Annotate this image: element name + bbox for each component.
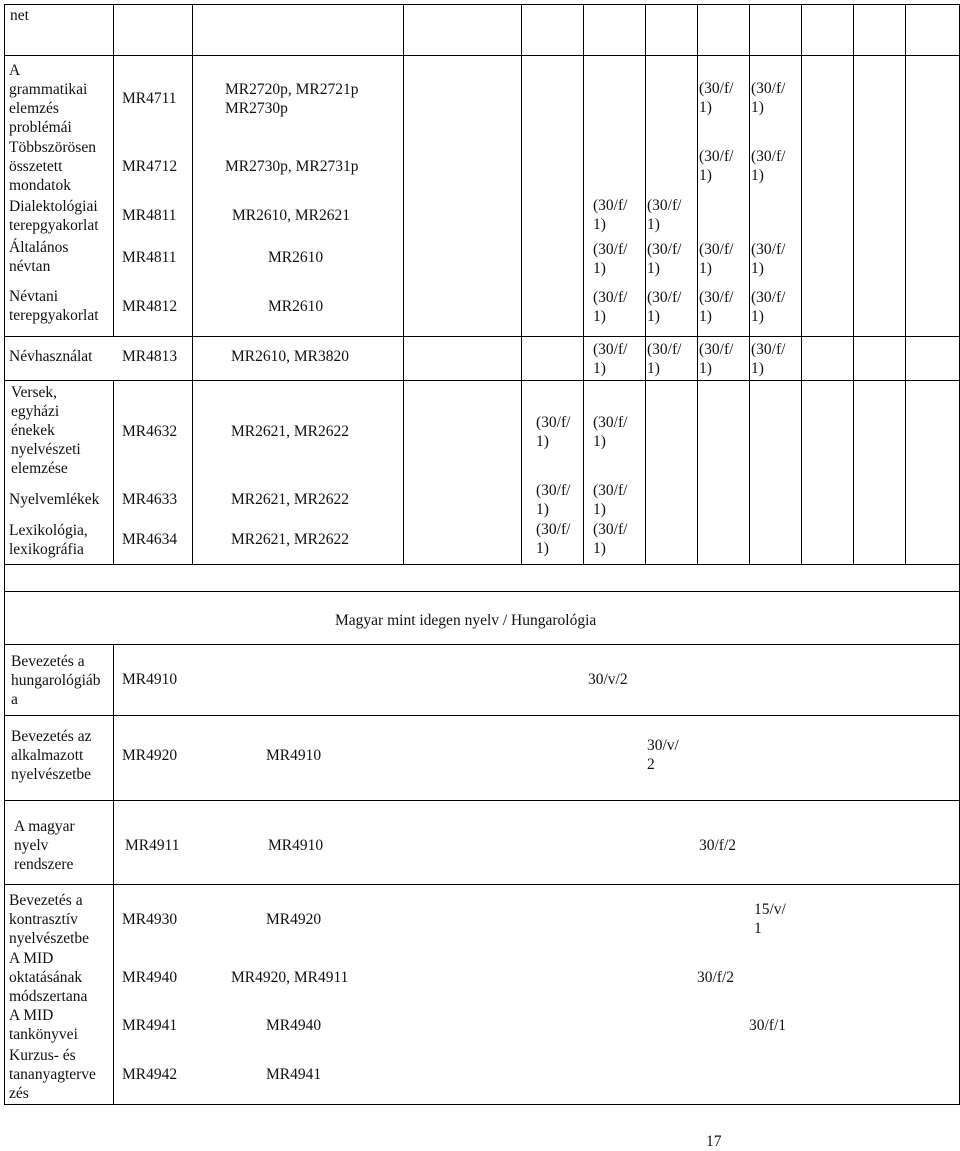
course-prereq: MR4920 [266,911,322,928]
course-prereq: MR2610, MR2621 [232,207,350,224]
semester-tag: (30/f/ 1) [647,241,682,277]
course-code: MR4920 [122,747,178,764]
col-divider [192,4,193,564]
course-name: Nyelvemlékek [9,491,100,508]
col-divider [113,644,114,1104]
row-divider [4,564,959,565]
course-name: Dialektológiai terepgyakorlat [9,198,99,234]
semester-tag: (30/f/ 1) [751,80,786,116]
course-name: A MID tankönyvei [9,1007,78,1043]
course-prereq: MR2621, MR2622 [231,423,349,440]
course-prereq: MR4941 [266,1066,322,1083]
row-divider [4,715,959,716]
semester-tag: (30/f/ 1) [593,341,628,377]
course-code: MR4811 [122,207,177,224]
course-name: Lexikológia, lexikográfia [9,522,88,558]
course-prereq: MR2610, MR3820 [231,348,349,365]
header-cell: net [10,7,29,24]
course-prereq: MR2610 [268,298,324,315]
course-name: A MID oktatásának módszertana [9,950,88,1005]
section-heading: Magyar mint idegen nyelv / Hungarológia [335,612,597,629]
table-border-top [4,4,959,5]
semester-tag: (30/f/ 1) [647,341,682,377]
page-number: 17 [706,1133,722,1150]
table-border-left [4,4,5,1105]
semester-tag: (30/f/ 1) [699,80,734,116]
semester-tag: (30/f/ 1) [593,482,628,518]
semester-tag: (30/f/ 1) [751,341,786,377]
row-divider [4,591,959,592]
col-divider [749,4,750,564]
col-divider [697,4,698,564]
course-prereq: MR2730p, MR2731p [225,158,359,175]
course-prereq: MR4920, MR4911 [231,969,349,986]
course-code: MR4910 [122,671,178,688]
course-name: Névhasználat [9,348,93,365]
course-code: MR4633 [122,491,178,508]
course-prereq: MR2720p, MR2721p MR2730p [225,81,359,117]
semester-tag: 30/f/2 [697,969,735,986]
course-code: MR4941 [122,1017,178,1034]
semester-tag: (30/f/ 1) [699,289,734,325]
semester-tag: 30/f/2 [699,837,737,854]
course-code: MR4942 [122,1066,178,1083]
col-divider [853,4,854,564]
course-code: MR4711 [122,90,177,107]
course-prereq: MR4940 [266,1017,322,1034]
course-code: MR4940 [122,969,178,986]
course-prereq: MR2621, MR2622 [231,491,349,508]
semester-tag: (30/f/ 1) [699,148,734,184]
semester-tag: (30/f/ 1) [699,241,734,277]
course-name: A magyar nyelv rendszere [14,818,75,873]
course-code: MR4930 [122,911,178,928]
semester-tag: (30/f/ 1) [536,414,571,450]
course-prereq: MR4910 [268,837,324,854]
col-divider [521,4,522,564]
course-code: MR4712 [122,158,178,175]
col-divider [905,4,906,564]
course-code: MR4813 [122,348,178,365]
course-name: A grammatikai elemzés problémái [9,62,88,136]
course-name: Bevezetés a kontrasztív nyelvészetbe [9,892,90,947]
semester-tag: (30/f/ 1) [593,241,628,277]
semester-tag: 15/v/ 1 [754,901,786,937]
col-divider [801,4,802,564]
semester-tag: (30/f/ 1) [751,241,786,277]
course-prereq: MR2621, MR2622 [231,531,349,548]
col-divider [403,4,404,564]
semester-tag: (30/f/ 1) [751,289,786,325]
course-code: MR4632 [122,423,178,440]
col-divider [113,380,114,564]
semester-tag: (30/f/ 1) [536,521,571,557]
course-name: Névtani terepgyakorlat [9,288,99,324]
course-prereq: MR4910 [266,747,322,764]
col-divider [645,4,646,564]
course-code: MR4811 [122,249,177,266]
semester-tag: (30/f/ 1) [593,197,628,233]
semester-tag: 30/f/1 [749,1017,787,1034]
course-code: MR4911 [125,837,180,854]
col-divider [113,4,114,336]
semester-tag: (30/f/ 1) [593,289,628,325]
row-divider [4,884,959,885]
course-name: Versek, egyházi énekek nyelvészeti elemzése [11,384,81,477]
course-name: Bevezetés a hungarológiáb a [11,653,101,708]
course-name: Többszörösen összetett mondatok [9,139,96,194]
semester-tag: (30/f/ 1) [647,289,682,325]
semester-tag: (30/f/ 1) [593,414,628,450]
row-divider [4,336,959,337]
semester-tag: 30/v/2 [588,671,628,688]
course-name: Kurzus- és tananyagterve zés [9,1047,96,1102]
semester-tag: (30/f/ 1) [536,482,571,518]
semester-tag: (30/f/ 1) [593,521,628,557]
semester-tag: 30/v/ 2 [647,737,679,773]
semester-tag: (30/f/ 1) [699,341,734,377]
row-divider [4,800,959,801]
course-name: Általános névtan [9,239,69,275]
course-name: Bevezetés az alkalmazott nyelvészetbe [11,728,92,783]
semester-tag: (30/f/ 1) [751,148,786,184]
row-divider [4,380,959,381]
course-prereq: MR2610 [268,249,324,266]
course-code: MR4812 [122,298,178,315]
row-divider [4,644,959,645]
semester-tag: (30/f/ 1) [647,197,682,233]
table-border-bottom [4,1104,959,1105]
course-code: MR4634 [122,531,178,548]
col-divider [583,4,584,564]
row-divider [4,55,959,56]
